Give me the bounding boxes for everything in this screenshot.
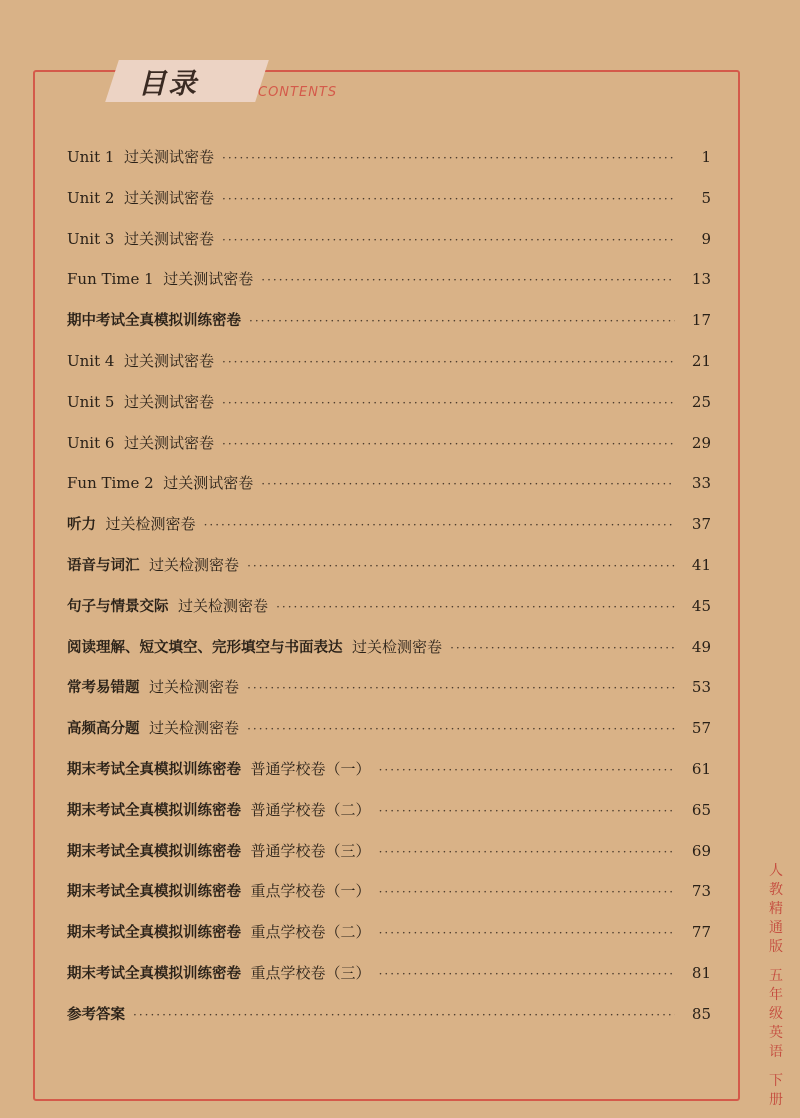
- toc-entry[interactable]: [67, 758, 711, 799]
- toc-page-number: 77: [691, 923, 711, 942]
- toc-entry-main: 听力: [67, 517, 96, 534]
- toc-entry[interactable]: [67, 268, 711, 309]
- toc-entry-title: [67, 391, 214, 412]
- page-subtitle: CONTENTS: [258, 85, 338, 100]
- dot-leader: [222, 396, 675, 410]
- toc-entry-title: [67, 1003, 125, 1024]
- toc-entry[interactable]: [67, 472, 711, 513]
- toc-page-number: 45: [691, 596, 711, 615]
- dot-leader: [222, 355, 675, 369]
- toc-entry-sub: 过关测试密卷: [163, 474, 254, 493]
- toc-page-number: 53: [691, 678, 711, 697]
- toc-entry-sub: 过关测试密卷: [124, 433, 215, 452]
- toc-entry-sub: 过关测试密卷: [124, 148, 215, 166]
- toc-entry[interactable]: [67, 595, 711, 636]
- toc-entry[interactable]: [67, 921, 711, 962]
- dot-leader: [247, 722, 675, 736]
- toc-page-number: 49: [691, 637, 711, 656]
- toc-entry[interactable]: [67, 513, 711, 554]
- toc-page-number: 85: [691, 1004, 711, 1023]
- toc-entry-main: 期末考试全真模拟训练密卷: [67, 802, 241, 819]
- toc-entry-main: 期末考试全真模拟训练密卷: [67, 843, 241, 860]
- toc-entry-title: [67, 309, 241, 330]
- toc-entry-title: [67, 228, 214, 249]
- toc-entry[interactable]: [67, 799, 711, 840]
- toc-page-number: 73: [691, 882, 711, 901]
- toc-entry-main: Unit 6: [67, 433, 115, 452]
- toc-entry[interactable]: [67, 676, 711, 717]
- toc-entry-sub: 过关测试密卷: [163, 270, 254, 289]
- toc-entry-title: [67, 799, 371, 820]
- toc-entry[interactable]: [67, 1003, 711, 1044]
- toc-entry-main: 期中考试全真模拟训练密卷: [67, 313, 241, 330]
- toc-entry-sub: 普通学校卷（三）: [250, 841, 371, 860]
- toc-entry-main: 语音与词汇: [67, 557, 140, 574]
- side-grade: 五 年 级 英 语: [769, 968, 783, 1060]
- toc-entry-sub: 重点学校卷（一）: [250, 882, 371, 901]
- toc-entry-main: Fun Time 2: [67, 474, 154, 493]
- toc-entry-sub: 过关检测密卷: [149, 555, 240, 574]
- toc-entry-sub: 过关检测密卷: [352, 637, 443, 656]
- dot-leader: [261, 273, 675, 287]
- toc-entry[interactable]: [67, 717, 711, 758]
- toc-entry[interactable]: [67, 840, 711, 881]
- toc-entry[interactable]: [67, 636, 711, 677]
- toc-page-number: 41: [691, 555, 711, 574]
- toc-entry-main: Fun Time 1: [67, 270, 154, 289]
- toc-entry-sub: 过关检测密卷: [105, 515, 196, 534]
- dot-leader: [247, 681, 675, 695]
- toc-page-number: 17: [691, 311, 711, 330]
- toc-entry-title: [67, 268, 253, 289]
- toc-entry-main: Unit 2: [67, 188, 115, 207]
- toc-entry-sub: 重点学校卷（二）: [250, 923, 371, 942]
- toc-entry-title: [67, 717, 239, 738]
- dot-leader: [379, 763, 675, 777]
- toc-entry-main: Unit 5: [67, 392, 115, 411]
- dot-leader: [133, 1008, 675, 1022]
- toc-entry-main: Unit 4: [67, 351, 115, 370]
- toc-page-number: 69: [691, 841, 711, 860]
- toc-entry[interactable]: [67, 228, 711, 269]
- table-of-contents: [67, 146, 711, 1044]
- dot-leader: [379, 967, 675, 981]
- toc-entry-title: [67, 187, 214, 208]
- dot-leader: [379, 926, 675, 940]
- toc-entry-title: [67, 962, 371, 983]
- dot-leader: [379, 845, 675, 859]
- toc-entry-main: 期末考试全真模拟训练密卷: [67, 884, 241, 901]
- toc-entry[interactable]: [67, 309, 711, 350]
- toc-entry-sub: 重点学校卷（三）: [250, 963, 371, 982]
- toc-entry-title: [67, 595, 268, 616]
- toc-entry-sub: 过关测试密卷: [124, 229, 215, 248]
- toc-entry[interactable]: [67, 880, 711, 921]
- toc-entry-main: 期末考试全真模拟训练密卷: [67, 965, 241, 982]
- toc-page-number: 21: [691, 351, 711, 370]
- side-label: [764, 862, 788, 1110]
- toc-entry[interactable]: [67, 962, 711, 1003]
- toc-entry-sub: 过关测试密卷: [124, 351, 215, 370]
- toc-entry[interactable]: [67, 554, 711, 595]
- toc-entry-title: [67, 513, 196, 534]
- toc-page-number: 9: [701, 229, 711, 248]
- toc-entry-title: [67, 350, 214, 371]
- dot-leader: [261, 477, 675, 491]
- toc-page-number: 81: [691, 963, 711, 982]
- toc-entry-main: 句子与情景交际: [67, 598, 169, 615]
- toc-entry-main: 期末考试全真模拟训练密卷: [67, 925, 241, 942]
- toc-entry-title: [67, 554, 239, 575]
- toc-entry-title: [67, 676, 239, 697]
- toc-entry-sub: 过关检测密卷: [149, 719, 240, 738]
- dot-leader: [222, 192, 675, 206]
- toc-entry[interactable]: [67, 391, 711, 432]
- side-publisher: 人 教 精 通 版: [769, 863, 783, 955]
- toc-entry-main: 阅读理解、短文填空、完形填空与书面表达: [67, 639, 343, 656]
- toc-page-number: 25: [691, 392, 711, 411]
- toc-page-number: 61: [691, 759, 711, 778]
- toc-entry-sub: 过关测试密卷: [124, 188, 215, 207]
- toc-entry-sub: 过关检测密卷: [149, 678, 240, 697]
- toc-entry-title: [67, 758, 371, 779]
- toc-entry-main: 参考答案: [67, 1006, 125, 1023]
- toc-entry-main: 期末考试全真模拟训练密卷: [67, 761, 241, 778]
- toc-entry[interactable]: [67, 187, 711, 228]
- toc-page-number: 37: [691, 515, 711, 534]
- toc-entry-title: [67, 880, 371, 901]
- toc-entry[interactable]: [67, 350, 711, 391]
- toc-page-number: 57: [691, 719, 711, 738]
- dot-leader: [379, 804, 675, 818]
- dot-leader: [204, 518, 675, 532]
- toc-entry[interactable]: [67, 432, 711, 473]
- toc-entry-sub: 过关检测密卷: [178, 596, 269, 615]
- dot-leader: [379, 885, 675, 899]
- dot-leader: [276, 600, 675, 614]
- toc-entry[interactable]: [67, 146, 711, 187]
- toc-entry-main: 高频高分题: [67, 721, 140, 738]
- toc-page-number: 29: [691, 433, 711, 452]
- toc-entry-title: [67, 636, 442, 657]
- toc-entry-title: [67, 840, 371, 861]
- page-title: 目录: [138, 67, 199, 100]
- toc-entry-sub: 普通学校卷（二）: [250, 800, 371, 819]
- dot-leader: [247, 559, 675, 573]
- toc-entry-title: [67, 146, 214, 167]
- toc-entry-sub: 普通学校卷（一）: [250, 759, 371, 778]
- toc-entry-main: Unit 1: [67, 148, 115, 166]
- toc-page-number: 13: [691, 270, 711, 289]
- toc-entry-main: 常考易错题: [67, 680, 140, 697]
- dot-leader: [450, 641, 675, 655]
- toc-entry-title: [67, 432, 214, 453]
- toc-entry-sub: 过关测试密卷: [124, 392, 215, 411]
- toc-page-number: 1: [701, 148, 711, 166]
- dot-leader: [222, 151, 675, 165]
- toc-page-number: 5: [701, 188, 711, 207]
- toc-page-number: 33: [691, 474, 711, 493]
- dot-leader: [222, 437, 675, 451]
- dot-leader: [222, 233, 675, 247]
- toc-entry-title: [67, 921, 371, 942]
- toc-page-number: 65: [691, 800, 711, 819]
- side-volume: 下 册: [769, 1073, 783, 1108]
- dot-leader: [249, 314, 675, 328]
- toc-entry-title: [67, 472, 253, 493]
- toc-entry-main: Unit 3: [67, 229, 115, 248]
